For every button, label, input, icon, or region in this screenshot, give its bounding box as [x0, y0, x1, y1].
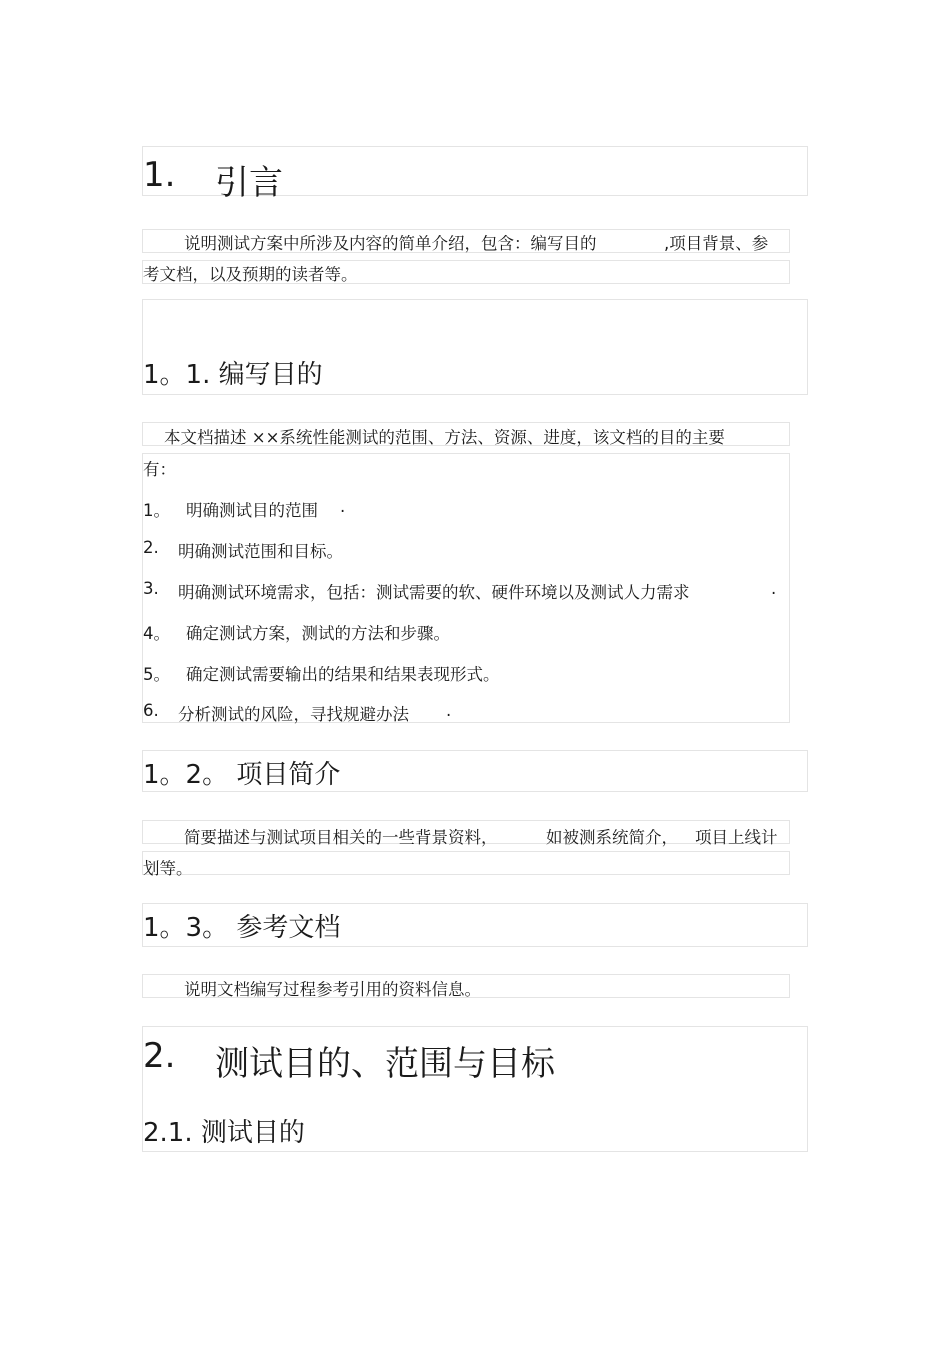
section-number: 2. — [143, 1036, 176, 1076]
list-item-text: 明确测试环境需求，包括：测试需要的软、硬件环境以及测试人力需求 — [178, 583, 690, 602]
section-title: 引言 — [215, 163, 283, 203]
list-item-number: 1。 — [143, 501, 170, 520]
paragraph-line: 说明测试方案中所涉及内容的简单介绍，包含：编写目的 — [184, 234, 597, 253]
list-item-number: 6. — [143, 701, 159, 720]
paragraph-line: 本文档描述 ××系统性能测试的范围、方法、资源、进度，该文档的目的主要 — [164, 428, 725, 447]
section-title: 1。3。 参考文档 — [143, 913, 341, 943]
paragraph-line: 划等。 — [143, 859, 193, 878]
list-item-tail: . — [340, 497, 346, 516]
list-item-text: 确定测试需要输出的结果和结果表现形式。 — [186, 665, 500, 684]
section-number: 1. — [143, 155, 176, 195]
paragraph-line: 如被测系统简介， — [546, 828, 678, 847]
list-item-number: 3. — [143, 579, 159, 598]
paragraph-box — [142, 851, 790, 875]
paragraph-line: 项目上线计 — [695, 828, 778, 847]
subsection-title: 2.1. 测试目的 — [143, 1118, 305, 1148]
list-item-tail: . — [771, 579, 777, 598]
list-item-text: 确定测试方案，测试的方法和步骤。 — [186, 624, 450, 643]
list-item-number: 4。 — [143, 624, 170, 643]
list-item-number: 2. — [143, 538, 159, 557]
paragraph-line: 说明文档编写过程参考引用的资料信息。 — [184, 980, 481, 999]
list-item-tail: . — [446, 701, 452, 720]
section-title: 1。1. 编写目的 — [143, 360, 323, 390]
list-item-text: 明确测试范围和目标。 — [178, 542, 343, 561]
section-title: 测试目的、范围与目标 — [215, 1044, 555, 1084]
paragraph-line: 有： — [143, 460, 176, 479]
paragraph-line: 简要描述与测试项目相关的一些背景资料， — [184, 828, 498, 847]
list-item-text: 明确测试目的范围 — [186, 501, 318, 520]
list-item-text: 分析测试的风险，寻找规避办法 — [178, 705, 409, 724]
section-title: 1。2。 项目简介 — [143, 760, 341, 790]
list-item-number: 5。 — [143, 665, 170, 684]
paragraph-line: ,项目背景、参 — [664, 234, 769, 253]
paragraph-line: 考文档，以及预期的读者等。 — [143, 265, 358, 284]
